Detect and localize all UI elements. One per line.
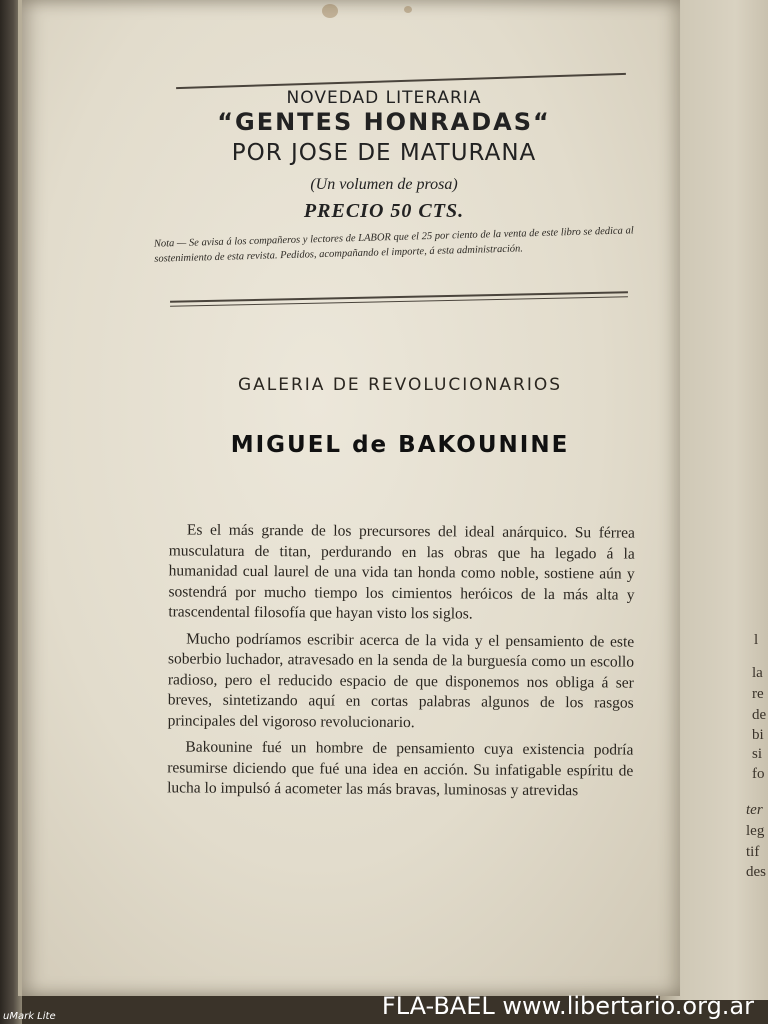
ad-label: NOVEDAD LITERARIA — [286, 88, 482, 108]
archive-credit: FLA-BAEL www.libertario.org.ar — [381, 992, 754, 1020]
adjacent-fragment: des — [746, 864, 766, 880]
adjacent-fragment: re — [752, 686, 764, 702]
adjacent-fragment: si — [752, 746, 763, 762]
article-paragraph: Bakounine fué un hombre de pensamiento cuya existencia podría resumirse diciendo que fué una idea en acción. Su infatigable espíritu de lucha lo impulsó á acometer las más bravas, luminosas y atrevidas — [167, 738, 634, 800]
adjacent-fragment: ter — [746, 802, 763, 818]
ad-format: (Un volumen de prosa) — [310, 176, 458, 193]
adjacent-fragment: fo — [752, 766, 765, 782]
adjacent-fragment: bi — [752, 727, 764, 743]
camera-watermark: uMark Lite — [3, 1011, 56, 1022]
paper-stain — [322, 4, 338, 18]
section-label: GALERIA DE REVOLUCIONARIOS — [237, 375, 563, 395]
adjacent-fragment: leg — [746, 823, 765, 839]
article-paragraph: Mucho podríamos escribir acerca de la vida y el pensamiento de este soberbio luchador, atravesado en la senda de la burguesía como un escollo radioso, pero el reducido espacio de que disponemos nos obliga á ser breves, sintetizando aquí en cortas palabras algunos de los rasgos principales del vigoroso revolucionario. — [167, 629, 635, 731]
adjacent-fragment: de — [752, 707, 767, 723]
ad-book-title: “GENTES HONRADAS“ — [217, 108, 551, 136]
adjacent-fragment: tif — [746, 844, 760, 860]
adjacent-fragment: la — [752, 665, 763, 681]
ad-price: PRECIO 50 CTS. — [303, 200, 465, 222]
paper-stain — [404, 6, 412, 13]
article-title: MIGUEL de BAKOUNINE — [230, 432, 570, 458]
article-paragraph: Es el más grande de los precursores del ideal anárquico. Su férrea musculatura de titan, perdurando en las obras que ha legado á la humanidad cual laurel de una vida tan honda como noble, sostiene aún y sostendrá por mucho tiempo los cimientos heróicos de la más alta y trascendental filosofía que hayan visto los siglos. — [168, 521, 635, 623]
ad-note: Nota — Se avisa á los compañeros y lectores de LABOR que el 25 por ciento de la venta de este libro se dedica al sostenimiento de esta revista. Pedidos, acompañando el importe, á esta administración. — [153, 225, 634, 265]
ad-author: POR JOSE DE MATURANA — [231, 140, 537, 166]
adjacent-fragment: l — [754, 632, 759, 648]
article-body — [167, 520, 635, 808]
